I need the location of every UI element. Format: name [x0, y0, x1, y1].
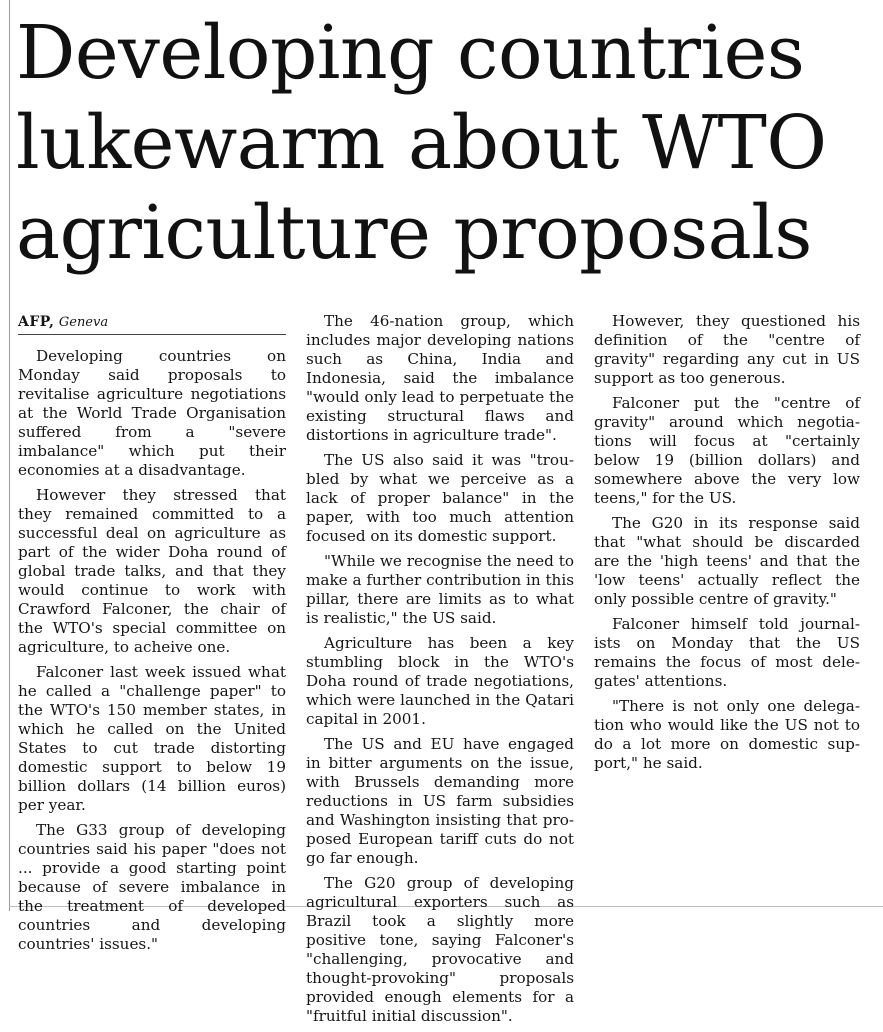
- article-column-3: [594, 312, 860, 779]
- headline-line-1: Developing countries: [16, 10, 805, 96]
- article-paragraph: Developing countries on Monday said proposals to revitalise agriculture negotiations at the World Trade Organisation suffered from a "severe imbalance" which put their economies at a disadvantage.: [18, 347, 286, 479]
- article-paragraph: The 46-nation group, which includes major developing nations such as China, India and Indonesia, said the imbalance "would only lead to perpetuate the existing structural flaws and distortions in agriculture trade".: [306, 312, 574, 444]
- article-paragraph: "While we recognise the need to make a further contribution in this pillar, there are limits as to what is realistic," the US said.: [306, 552, 574, 627]
- article-paragraph: "There is not only one delegation who would like the US not to do a lot more on domestic support," he said.: [594, 697, 860, 772]
- headline-line-3: agriculture proposals: [16, 190, 812, 276]
- article-paragraph: Agriculture has been a key stumbling block in the WTO's Doha round of trade negotiations, which were launched in the Qatari capital in 2001.: [306, 634, 574, 728]
- headline-line-2: lukewarm about WTO: [16, 100, 827, 186]
- byline-location: Geneva: [58, 315, 109, 330]
- article-column-1: [18, 312, 286, 960]
- article-paragraph: Falconer last week issued what he called a "challenge paper" to the WTO's 150 member states, in which he called on the United States to cut trade distorting domestic support to below 19 billion dollars (14 billion euros) per year.: [18, 663, 286, 814]
- article-paragraph: The G33 group of developing countries said his paper "does not ... provide a good starting point because of severe imbalance in the treatment of developed countries and developing countries' issues.": [18, 821, 286, 953]
- article-paragraph: However, they questioned his definition of the "centre of gravity" regarding any cut in US support as too generous.: [594, 312, 860, 387]
- article-column-2: [306, 312, 574, 1032]
- byline: [18, 312, 286, 335]
- article-paragraph: The US and EU have engaged in bitter arguments on the issue, with Brussels demanding more reductions in US farm subsidies and Washington insisting that proposed European tariff cuts do not go far enough.: [306, 735, 574, 867]
- page-border-left: [9, 0, 10, 911]
- article-paragraph: Falconer himself told journalists on Monday that the US remains the focus of most delegates' attentions.: [594, 615, 860, 690]
- article-paragraph: The G20 in its response said that "what should be discarded are the 'high teens' and that the 'low teens' actually reflect the only possible centre of gravity.": [594, 514, 860, 608]
- article-paragraph: Falconer put the "centre of gravity" around which negotiations will focus at "certainly below 19 (billion dollars) and somewhere above the very low teens," for the US.: [594, 394, 860, 507]
- article-paragraph: However they stressed that they remained committed to a successful deal on agriculture as part of the wider Doha round of global trade talks, and that they would continue to work with Crawford Falconer, the chair of the WTO's special committee on agriculture, to acheive one.: [18, 486, 286, 656]
- article-paragraph: The G20 group of developing agricultural exporters such as Brazil took a slightly more positive tone, saying Falconer's "challenging, provocative and thought-provoking" proposals provided enough elements for a "fruitful initial discussion".: [306, 874, 574, 1025]
- headline: [16, 8, 876, 278]
- byline-agency: AFP,: [18, 314, 55, 330]
- article-paragraph: The US also said it was "troubled by what we perceive as a lack of proper balance" in the paper, with too much attention focused on its domestic support.: [306, 451, 574, 545]
